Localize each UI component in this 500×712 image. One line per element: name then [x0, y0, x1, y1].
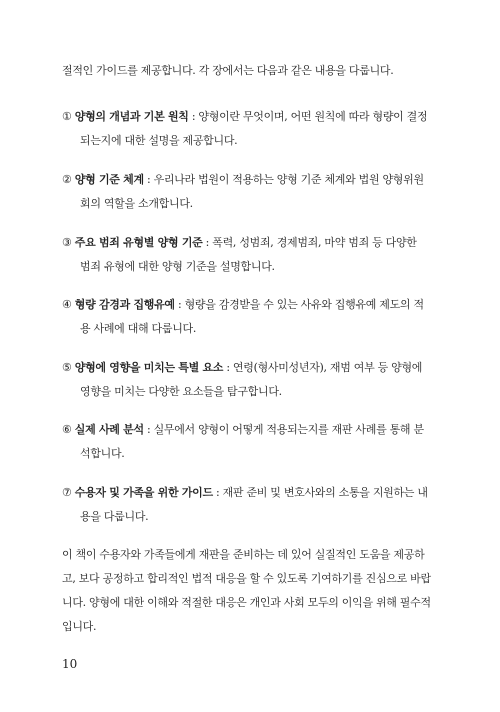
list-item [62, 298, 442, 336]
list-item-continuation: 영향을 미치는 다양한 요소들을 탐구합니다. [80, 385, 282, 398]
list-item-title: 형량 감경과 집행유예 [74, 298, 175, 311]
list-item-number: ⑤ [62, 361, 72, 374]
list-item [62, 423, 442, 461]
list-item-line [62, 236, 442, 250]
list-item-title: 양형의 개념과 기본 원칙 [74, 110, 189, 123]
list-item-text: : 재판 준비 및 변호사와의 소통을 지원하는 내 [212, 486, 428, 499]
list-item [62, 486, 442, 524]
list-item-line [62, 361, 442, 375]
list-item-text: : 양형이란 무엇이며, 어떤 원칙에 따라 형량이 결정 [188, 110, 428, 123]
intro-paragraph: 절적인 가이드를 제공합니다. 각 장에서는 다음과 같은 내용을 다룹니다. [62, 64, 394, 77]
list-item [62, 173, 442, 211]
list-item-number: ③ [62, 236, 72, 249]
list-item [62, 361, 442, 399]
list-item-text: : 연령(형사미성년자), 재범 여부 등 양형에 [223, 361, 423, 374]
list-item-continuation: 용 사례에 대해 다룹니다. [80, 322, 197, 335]
list-item-continuation: 석합니다. [80, 447, 125, 460]
list-item-title: 양형 기준 체계 [74, 173, 144, 186]
closing-line: 입니다. [62, 620, 97, 633]
list-item-text: : 실무에서 양형이 어떻게 적용되는지를 재판 사례를 통해 분 [143, 423, 424, 436]
page-number: 10 [62, 657, 78, 671]
list-item [62, 110, 442, 148]
closing-line: 니다. 양형에 대한 이해와 적절한 대응은 개인과 사회 모두의 이익을 위해 필수적 [62, 596, 431, 609]
list-item-line [62, 298, 442, 312]
list-item-line [62, 486, 442, 500]
closing-paragraph [62, 548, 442, 644]
list-item-continuation: 회의 역할을 소개합니다. [80, 197, 193, 210]
list-item-number: ② [62, 173, 72, 186]
closing-line: 이 책이 수용자와 가족들에게 재판을 준비하는 데 있어 실질적인 도움을 제공하 [62, 548, 425, 561]
list-item-number: ⑦ [62, 486, 72, 499]
list-item-text: : 폭력, 성범죄, 경제범죄, 마약 범죄 등 다양한 [202, 236, 417, 249]
list-item-title: 실제 사례 분석 [74, 423, 144, 436]
list-item-number: ① [62, 110, 72, 123]
list-item-title: 양형에 영향을 미치는 특별 요소 [74, 361, 224, 374]
list-item-title: 수용자 및 가족을 위한 가이드 [74, 486, 213, 499]
list-item [62, 236, 442, 274]
list-item-text: : 우리나라 법원이 적용하는 양형 기준 체계와 법원 양형위원 [143, 173, 424, 186]
list-item-line [62, 173, 442, 187]
list-item-continuation: 범죄 유형에 대한 양형 기준을 설명합니다. [80, 260, 275, 273]
list-item-number: ⑥ [62, 423, 72, 436]
list-item-text: : 형량을 감경받을 수 있는 사유와 집행유예 제도의 적 [174, 298, 424, 311]
list-item-line [62, 110, 442, 124]
list-item-continuation: 용을 다룹니다. [80, 510, 149, 523]
list-item-number: ④ [62, 298, 72, 311]
list-item-title: 주요 범죄 유형별 양형 기준 [74, 236, 203, 249]
closing-line: 고, 보다 공정하고 합리적인 법적 대응을 할 수 있도록 기여하기를 진심으로 바랍 [62, 572, 431, 585]
list-item-line [62, 423, 442, 437]
list-item-continuation: 되는지에 대한 설명을 제공합니다. [80, 134, 238, 147]
